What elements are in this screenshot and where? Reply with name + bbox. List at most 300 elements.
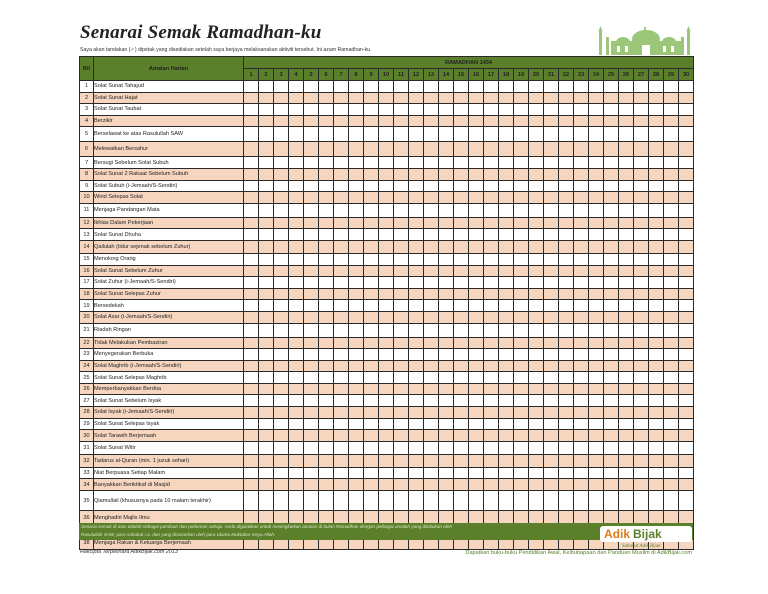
check-cell[interactable] xyxy=(529,407,544,419)
check-cell[interactable] xyxy=(259,288,274,300)
check-cell[interactable] xyxy=(514,467,529,479)
check-cell[interactable] xyxy=(619,92,634,104)
check-cell[interactable] xyxy=(379,441,394,454)
check-cell[interactable] xyxy=(364,300,379,312)
check-cell[interactable] xyxy=(529,300,544,312)
check-cell[interactable] xyxy=(424,253,439,265)
check-cell[interactable] xyxy=(649,395,664,407)
check-cell[interactable] xyxy=(679,253,694,265)
check-cell[interactable] xyxy=(364,142,379,157)
check-cell[interactable] xyxy=(409,81,424,93)
check-cell[interactable] xyxy=(604,157,619,169)
check-cell[interactable] xyxy=(619,203,634,217)
check-cell[interactable] xyxy=(409,253,424,265)
check-cell[interactable] xyxy=(409,349,424,361)
check-cell[interactable] xyxy=(664,168,679,180)
check-cell[interactable] xyxy=(364,395,379,407)
check-cell[interactable] xyxy=(439,277,454,289)
check-cell[interactable] xyxy=(634,395,649,407)
check-cell[interactable] xyxy=(304,491,319,511)
check-cell[interactable] xyxy=(619,192,634,204)
check-cell[interactable] xyxy=(604,479,619,491)
check-cell[interactable] xyxy=(454,142,469,157)
check-cell[interactable] xyxy=(544,454,559,467)
check-cell[interactable] xyxy=(529,157,544,169)
check-cell[interactable] xyxy=(304,300,319,312)
check-cell[interactable] xyxy=(304,467,319,479)
check-cell[interactable] xyxy=(514,217,529,229)
check-cell[interactable] xyxy=(619,337,634,349)
check-cell[interactable] xyxy=(454,157,469,169)
check-cell[interactable] xyxy=(664,360,679,372)
check-cell[interactable] xyxy=(679,311,694,323)
check-cell[interactable] xyxy=(679,127,694,142)
check-cell[interactable] xyxy=(619,240,634,253)
check-cell[interactable] xyxy=(559,337,574,349)
check-cell[interactable] xyxy=(439,288,454,300)
check-cell[interactable] xyxy=(394,479,409,491)
check-cell[interactable] xyxy=(274,454,289,467)
check-cell[interactable] xyxy=(469,240,484,253)
check-cell[interactable] xyxy=(484,360,499,372)
check-cell[interactable] xyxy=(484,323,499,337)
check-cell[interactable] xyxy=(664,277,679,289)
check-cell[interactable] xyxy=(649,127,664,142)
check-cell[interactable] xyxy=(424,265,439,277)
check-cell[interactable] xyxy=(574,360,589,372)
check-cell[interactable] xyxy=(394,454,409,467)
check-cell[interactable] xyxy=(409,395,424,407)
check-cell[interactable] xyxy=(529,115,544,127)
check-cell[interactable] xyxy=(409,92,424,104)
check-cell[interactable] xyxy=(454,92,469,104)
check-cell[interactable] xyxy=(409,265,424,277)
check-cell[interactable] xyxy=(469,407,484,419)
check-cell[interactable] xyxy=(379,479,394,491)
check-cell[interactable] xyxy=(304,430,319,442)
check-cell[interactable] xyxy=(634,323,649,337)
check-cell[interactable] xyxy=(619,360,634,372)
check-cell[interactable] xyxy=(364,479,379,491)
check-cell[interactable] xyxy=(604,349,619,361)
check-cell[interactable] xyxy=(559,479,574,491)
check-cell[interactable] xyxy=(424,360,439,372)
check-cell[interactable] xyxy=(454,372,469,384)
check-cell[interactable] xyxy=(274,441,289,454)
check-cell[interactable] xyxy=(409,104,424,116)
check-cell[interactable] xyxy=(394,349,409,361)
check-cell[interactable] xyxy=(469,229,484,241)
check-cell[interactable] xyxy=(439,372,454,384)
check-cell[interactable] xyxy=(469,217,484,229)
check-cell[interactable] xyxy=(514,491,529,511)
check-cell[interactable] xyxy=(499,127,514,142)
check-cell[interactable] xyxy=(274,288,289,300)
check-cell[interactable] xyxy=(559,104,574,116)
check-cell[interactable] xyxy=(514,127,529,142)
check-cell[interactable] xyxy=(454,311,469,323)
check-cell[interactable] xyxy=(274,323,289,337)
check-cell[interactable] xyxy=(439,383,454,395)
check-cell[interactable] xyxy=(259,265,274,277)
check-cell[interactable] xyxy=(529,467,544,479)
check-cell[interactable] xyxy=(334,430,349,442)
check-cell[interactable] xyxy=(379,92,394,104)
check-cell[interactable] xyxy=(664,430,679,442)
check-cell[interactable] xyxy=(469,360,484,372)
check-cell[interactable] xyxy=(334,142,349,157)
check-cell[interactable] xyxy=(574,349,589,361)
check-cell[interactable] xyxy=(304,168,319,180)
check-cell[interactable] xyxy=(544,217,559,229)
check-cell[interactable] xyxy=(379,323,394,337)
check-cell[interactable] xyxy=(259,372,274,384)
check-cell[interactable] xyxy=(529,323,544,337)
check-cell[interactable] xyxy=(409,407,424,419)
check-cell[interactable] xyxy=(349,311,364,323)
check-cell[interactable] xyxy=(439,168,454,180)
check-cell[interactable] xyxy=(409,372,424,384)
check-cell[interactable] xyxy=(274,311,289,323)
check-cell[interactable] xyxy=(574,372,589,384)
check-cell[interactable] xyxy=(649,430,664,442)
check-cell[interactable] xyxy=(619,229,634,241)
check-cell[interactable] xyxy=(514,288,529,300)
check-cell[interactable] xyxy=(349,372,364,384)
check-cell[interactable] xyxy=(604,142,619,157)
check-cell[interactable] xyxy=(514,115,529,127)
check-cell[interactable] xyxy=(259,337,274,349)
check-cell[interactable] xyxy=(649,288,664,300)
check-cell[interactable] xyxy=(544,203,559,217)
check-cell[interactable] xyxy=(559,349,574,361)
check-cell[interactable] xyxy=(349,288,364,300)
check-cell[interactable] xyxy=(604,395,619,407)
check-cell[interactable] xyxy=(499,265,514,277)
check-cell[interactable] xyxy=(259,168,274,180)
check-cell[interactable] xyxy=(619,418,634,430)
check-cell[interactable] xyxy=(589,323,604,337)
check-cell[interactable] xyxy=(499,360,514,372)
check-cell[interactable] xyxy=(319,217,334,229)
check-cell[interactable] xyxy=(679,142,694,157)
check-cell[interactable] xyxy=(379,430,394,442)
check-cell[interactable] xyxy=(529,311,544,323)
check-cell[interactable] xyxy=(589,479,604,491)
check-cell[interactable] xyxy=(439,115,454,127)
check-cell[interactable] xyxy=(469,253,484,265)
check-cell[interactable] xyxy=(604,418,619,430)
check-cell[interactable] xyxy=(289,157,304,169)
check-cell[interactable] xyxy=(664,104,679,116)
check-cell[interactable] xyxy=(574,395,589,407)
check-cell[interactable] xyxy=(544,115,559,127)
check-cell[interactable] xyxy=(529,265,544,277)
check-cell[interactable] xyxy=(634,441,649,454)
check-cell[interactable] xyxy=(574,203,589,217)
check-cell[interactable] xyxy=(274,253,289,265)
check-cell[interactable] xyxy=(259,360,274,372)
check-cell[interactable] xyxy=(394,217,409,229)
check-cell[interactable] xyxy=(649,217,664,229)
check-cell[interactable] xyxy=(589,217,604,229)
check-cell[interactable] xyxy=(259,467,274,479)
check-cell[interactable] xyxy=(304,277,319,289)
check-cell[interactable] xyxy=(424,240,439,253)
check-cell[interactable] xyxy=(499,81,514,93)
check-cell[interactable] xyxy=(679,407,694,419)
check-cell[interactable] xyxy=(529,479,544,491)
check-cell[interactable] xyxy=(394,115,409,127)
check-cell[interactable] xyxy=(649,383,664,395)
check-cell[interactable] xyxy=(634,81,649,93)
check-cell[interactable] xyxy=(319,467,334,479)
check-cell[interactable] xyxy=(244,253,259,265)
check-cell[interactable] xyxy=(379,217,394,229)
check-cell[interactable] xyxy=(274,127,289,142)
check-cell[interactable] xyxy=(304,217,319,229)
check-cell[interactable] xyxy=(244,240,259,253)
check-cell[interactable] xyxy=(664,142,679,157)
check-cell[interactable] xyxy=(379,104,394,116)
check-cell[interactable] xyxy=(304,372,319,384)
check-cell[interactable] xyxy=(364,372,379,384)
check-cell[interactable] xyxy=(244,441,259,454)
check-cell[interactable] xyxy=(649,265,664,277)
check-cell[interactable] xyxy=(334,479,349,491)
check-cell[interactable] xyxy=(289,418,304,430)
check-cell[interactable] xyxy=(544,192,559,204)
check-cell[interactable] xyxy=(469,491,484,511)
check-cell[interactable] xyxy=(454,407,469,419)
check-cell[interactable] xyxy=(574,142,589,157)
check-cell[interactable] xyxy=(649,372,664,384)
check-cell[interactable] xyxy=(364,180,379,192)
check-cell[interactable] xyxy=(604,300,619,312)
check-cell[interactable] xyxy=(589,253,604,265)
check-cell[interactable] xyxy=(454,441,469,454)
check-cell[interactable] xyxy=(334,180,349,192)
check-cell[interactable] xyxy=(394,253,409,265)
check-cell[interactable] xyxy=(439,323,454,337)
check-cell[interactable] xyxy=(364,203,379,217)
check-cell[interactable] xyxy=(274,192,289,204)
check-cell[interactable] xyxy=(469,192,484,204)
check-cell[interactable] xyxy=(559,288,574,300)
check-cell[interactable] xyxy=(394,240,409,253)
check-cell[interactable] xyxy=(604,441,619,454)
check-cell[interactable] xyxy=(409,229,424,241)
check-cell[interactable] xyxy=(319,115,334,127)
check-cell[interactable] xyxy=(499,323,514,337)
check-cell[interactable] xyxy=(289,229,304,241)
check-cell[interactable] xyxy=(454,115,469,127)
check-cell[interactable] xyxy=(664,127,679,142)
check-cell[interactable] xyxy=(649,360,664,372)
check-cell[interactable] xyxy=(409,300,424,312)
check-cell[interactable] xyxy=(289,180,304,192)
check-cell[interactable] xyxy=(349,142,364,157)
check-cell[interactable] xyxy=(634,240,649,253)
check-cell[interactable] xyxy=(394,277,409,289)
check-cell[interactable] xyxy=(634,349,649,361)
check-cell[interactable] xyxy=(334,277,349,289)
check-cell[interactable] xyxy=(424,491,439,511)
check-cell[interactable] xyxy=(514,360,529,372)
check-cell[interactable] xyxy=(259,441,274,454)
check-cell[interactable] xyxy=(379,491,394,511)
check-cell[interactable] xyxy=(379,265,394,277)
check-cell[interactable] xyxy=(664,265,679,277)
check-cell[interactable] xyxy=(259,277,274,289)
check-cell[interactable] xyxy=(574,180,589,192)
check-cell[interactable] xyxy=(379,311,394,323)
check-cell[interactable] xyxy=(454,418,469,430)
check-cell[interactable] xyxy=(364,229,379,241)
check-cell[interactable] xyxy=(619,81,634,93)
check-cell[interactable] xyxy=(514,383,529,395)
check-cell[interactable] xyxy=(334,418,349,430)
check-cell[interactable] xyxy=(319,454,334,467)
check-cell[interactable] xyxy=(349,277,364,289)
check-cell[interactable] xyxy=(439,441,454,454)
check-cell[interactable] xyxy=(544,430,559,442)
check-cell[interactable] xyxy=(439,253,454,265)
check-cell[interactable] xyxy=(394,229,409,241)
check-cell[interactable] xyxy=(589,430,604,442)
check-cell[interactable] xyxy=(499,180,514,192)
check-cell[interactable] xyxy=(349,454,364,467)
check-cell[interactable] xyxy=(424,192,439,204)
check-cell[interactable] xyxy=(304,104,319,116)
check-cell[interactable] xyxy=(664,192,679,204)
check-cell[interactable] xyxy=(274,157,289,169)
check-cell[interactable] xyxy=(619,104,634,116)
check-cell[interactable] xyxy=(319,491,334,511)
check-cell[interactable] xyxy=(379,81,394,93)
check-cell[interactable] xyxy=(679,323,694,337)
check-cell[interactable] xyxy=(319,323,334,337)
check-cell[interactable] xyxy=(304,92,319,104)
check-cell[interactable] xyxy=(349,323,364,337)
check-cell[interactable] xyxy=(484,217,499,229)
check-cell[interactable] xyxy=(649,203,664,217)
check-cell[interactable] xyxy=(559,430,574,442)
check-cell[interactable] xyxy=(364,265,379,277)
check-cell[interactable] xyxy=(589,277,604,289)
check-cell[interactable] xyxy=(424,383,439,395)
check-cell[interactable] xyxy=(424,127,439,142)
check-cell[interactable] xyxy=(664,217,679,229)
check-cell[interactable] xyxy=(349,104,364,116)
check-cell[interactable] xyxy=(544,180,559,192)
check-cell[interactable] xyxy=(484,441,499,454)
check-cell[interactable] xyxy=(349,479,364,491)
check-cell[interactable] xyxy=(244,454,259,467)
check-cell[interactable] xyxy=(649,277,664,289)
check-cell[interactable] xyxy=(304,323,319,337)
check-cell[interactable] xyxy=(289,92,304,104)
check-cell[interactable] xyxy=(664,323,679,337)
check-cell[interactable] xyxy=(634,311,649,323)
check-cell[interactable] xyxy=(349,81,364,93)
check-cell[interactable] xyxy=(574,265,589,277)
check-cell[interactable] xyxy=(394,372,409,384)
check-cell[interactable] xyxy=(439,337,454,349)
check-cell[interactable] xyxy=(664,288,679,300)
check-cell[interactable] xyxy=(514,92,529,104)
check-cell[interactable] xyxy=(379,349,394,361)
check-cell[interactable] xyxy=(259,203,274,217)
check-cell[interactable] xyxy=(259,192,274,204)
check-cell[interactable] xyxy=(274,372,289,384)
check-cell[interactable] xyxy=(529,430,544,442)
check-cell[interactable] xyxy=(424,92,439,104)
check-cell[interactable] xyxy=(409,192,424,204)
check-cell[interactable] xyxy=(634,288,649,300)
check-cell[interactable] xyxy=(319,265,334,277)
check-cell[interactable] xyxy=(604,104,619,116)
check-cell[interactable] xyxy=(469,323,484,337)
check-cell[interactable] xyxy=(619,311,634,323)
check-cell[interactable] xyxy=(349,168,364,180)
check-cell[interactable] xyxy=(679,337,694,349)
check-cell[interactable] xyxy=(634,192,649,204)
check-cell[interactable] xyxy=(394,441,409,454)
check-cell[interactable] xyxy=(379,240,394,253)
check-cell[interactable] xyxy=(649,349,664,361)
check-cell[interactable] xyxy=(499,300,514,312)
check-cell[interactable] xyxy=(259,229,274,241)
check-cell[interactable] xyxy=(544,418,559,430)
check-cell[interactable] xyxy=(664,253,679,265)
check-cell[interactable] xyxy=(544,300,559,312)
check-cell[interactable] xyxy=(439,349,454,361)
check-cell[interactable] xyxy=(619,383,634,395)
check-cell[interactable] xyxy=(514,407,529,419)
check-cell[interactable] xyxy=(364,454,379,467)
check-cell[interactable] xyxy=(379,418,394,430)
check-cell[interactable] xyxy=(319,479,334,491)
check-cell[interactable] xyxy=(514,203,529,217)
check-cell[interactable] xyxy=(499,337,514,349)
check-cell[interactable] xyxy=(454,360,469,372)
check-cell[interactable] xyxy=(634,337,649,349)
check-cell[interactable] xyxy=(424,479,439,491)
check-cell[interactable] xyxy=(679,157,694,169)
check-cell[interactable] xyxy=(529,203,544,217)
check-cell[interactable] xyxy=(544,127,559,142)
check-cell[interactable] xyxy=(304,479,319,491)
check-cell[interactable] xyxy=(679,265,694,277)
check-cell[interactable] xyxy=(409,288,424,300)
check-cell[interactable] xyxy=(589,192,604,204)
check-cell[interactable] xyxy=(319,92,334,104)
check-cell[interactable] xyxy=(379,300,394,312)
check-cell[interactable] xyxy=(514,168,529,180)
check-cell[interactable] xyxy=(514,372,529,384)
check-cell[interactable] xyxy=(574,92,589,104)
check-cell[interactable] xyxy=(304,395,319,407)
check-cell[interactable] xyxy=(559,127,574,142)
check-cell[interactable] xyxy=(634,142,649,157)
check-cell[interactable] xyxy=(364,430,379,442)
check-cell[interactable] xyxy=(454,81,469,93)
check-cell[interactable] xyxy=(604,192,619,204)
check-cell[interactable] xyxy=(484,300,499,312)
check-cell[interactable] xyxy=(589,104,604,116)
check-cell[interactable] xyxy=(349,337,364,349)
